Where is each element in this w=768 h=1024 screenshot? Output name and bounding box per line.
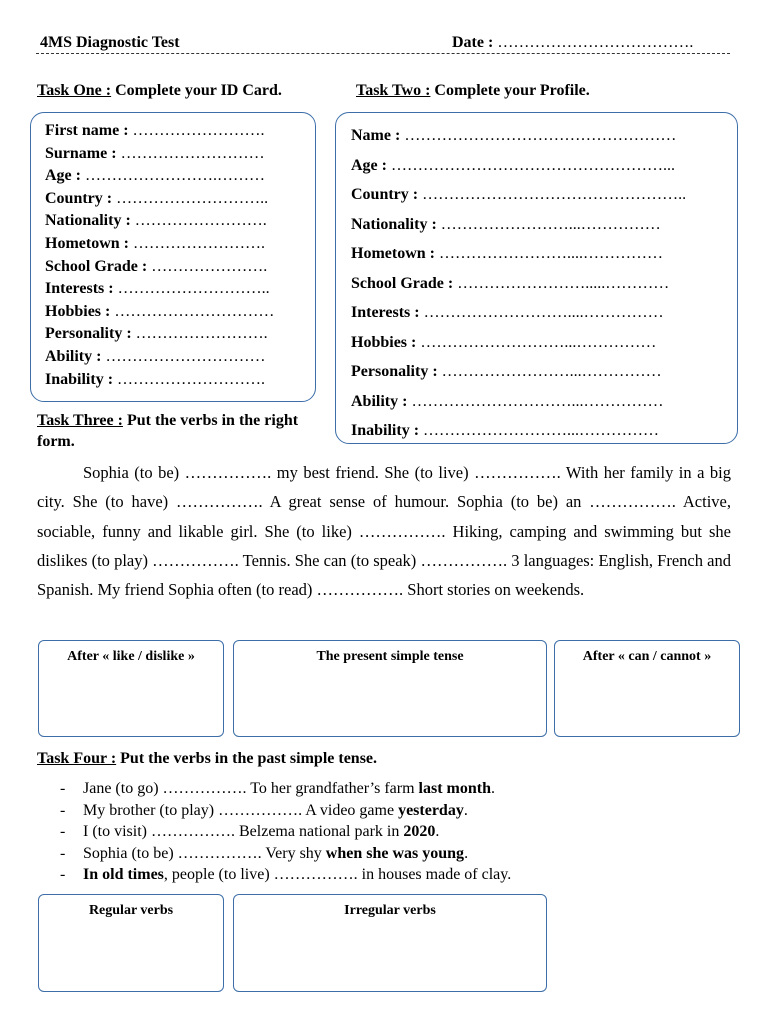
header-divider [36,53,730,54]
list-item: - Jane (to go) ……………. To her grandfather’s farm last month. [60,780,495,797]
id-field-interests[interactable]: Interests : ……………………….. [45,280,270,298]
profile-field-hometown[interactable]: Hometown : ……………………....…………… [351,245,663,262]
present-simple-label: The present simple tense [316,649,464,664]
regular-verbs-box[interactable] [38,894,224,992]
irregular-verbs-label: Irregular verbs [344,903,436,918]
test-title: 4MS Diagnostic Test [40,34,180,51]
id-card-fields [45,120,274,391]
profile-field-inability[interactable]: Inability : ………………………...…………… [351,422,660,439]
profile-fields [351,121,686,446]
task-one-title: Complete your ID Card. [111,82,282,99]
id-field-ability[interactable]: Ability : ………………………… [45,347,266,365]
profile-field-age[interactable]: Age : ……………………………………………... [351,156,675,174]
task-four-heading [37,750,377,768]
id-card-box [30,112,316,402]
task-four-title: Put the verbs in the past simple tense. [116,750,378,767]
profile-field-school-grade[interactable]: School Grade : …………………….....………… [351,274,670,292]
date-dots: ………………………………. [497,34,694,51]
list-item: - My brother (to play) ……………. A video game yesterday. [60,801,468,819]
id-field-nationality[interactable]: Nationality : ……………………. [45,212,267,230]
task-two-title: Complete your Profile. [430,82,590,99]
id-field-inability[interactable]: Inability : ………………………. [45,370,266,388]
can-cannot-box[interactable] [554,640,740,737]
id-field-surname[interactable]: Surname : ……………………… [45,144,265,162]
like-dislike-box[interactable] [38,640,224,737]
task-three-heading [37,410,337,452]
date-label: Date : [452,34,494,51]
task-one-heading [37,82,282,100]
task-three-title: Put the verbs in the right form. [37,412,299,450]
profile-field-nationality[interactable]: Nationality : ……………………...…………… [351,215,661,233]
task-one-label: Task One : [37,82,112,99]
profile-field-personality[interactable]: Personality : ……………………...…………… [351,363,662,380]
profile-field-interests[interactable]: Interests : ………………………....…………… [351,304,664,321]
id-field-country[interactable]: Country : ……………………….. [45,189,269,207]
list-item: - In old times, people (to live) ……………. in houses made of clay. [60,866,512,883]
id-field-hometown[interactable]: Hometown : ……………………. [45,234,265,252]
profile-box [335,112,738,444]
profile-field-country[interactable]: Country : ………………………………………….. [351,186,687,203]
task-four-label: Task Four : [37,750,117,767]
sophia-paragraph: Sophia (to be) ……………. my best friend. She (to live) ……………. With her family in a big city. She (to have) ……………. A great sense of humour. Sophia (to be) an ……………. Active, sociable, funny and likable girl. She (to like) ……………. Hiking, camping and swimming but she dislikes (to play) ……………. Tennis. She can (to speak) ……………. 3 languages: English, French and Spanish. My friend Sophia often (to read) ……………. Short stories on weekends. [37,463,731,600]
like-dislike-label: After « like / dislike » [67,649,195,664]
id-field-personality[interactable]: Personality : ……………………. [45,325,268,343]
id-field-hobbies[interactable]: Hobbies : ………………………… [45,302,275,320]
id-field-first-name[interactable]: First name : ……………………. [45,122,265,139]
task-four-list [60,778,511,886]
date-field [452,34,693,52]
profile-field-ability[interactable]: Ability : …………………………...…………… [351,392,664,410]
can-cannot-label: After « can / cannot » [582,649,712,664]
present-simple-box[interactable] [233,640,547,737]
list-item: - Sophia (to be) ……………. Very shy when she was young. [60,844,469,862]
task-two-heading [356,82,590,100]
task-three-paragraph [37,458,731,604]
id-field-school-grade[interactable]: School Grade : …………………. [45,257,268,275]
id-field-age[interactable]: Age : …………………….……… [45,167,265,185]
irregular-verbs-box[interactable] [233,894,547,992]
task-two-label: Task Two : [356,82,431,99]
profile-field-name[interactable]: Name : …………………………………………… [351,127,677,144]
regular-verbs-label: Regular verbs [88,903,174,918]
profile-field-hobbies[interactable]: Hobbies : ………………………...…………… [351,333,657,351]
list-item: - I (to visit) ……………. Belzema national park in 2020. [60,823,440,840]
task-three-label: Task Three : [37,412,123,429]
